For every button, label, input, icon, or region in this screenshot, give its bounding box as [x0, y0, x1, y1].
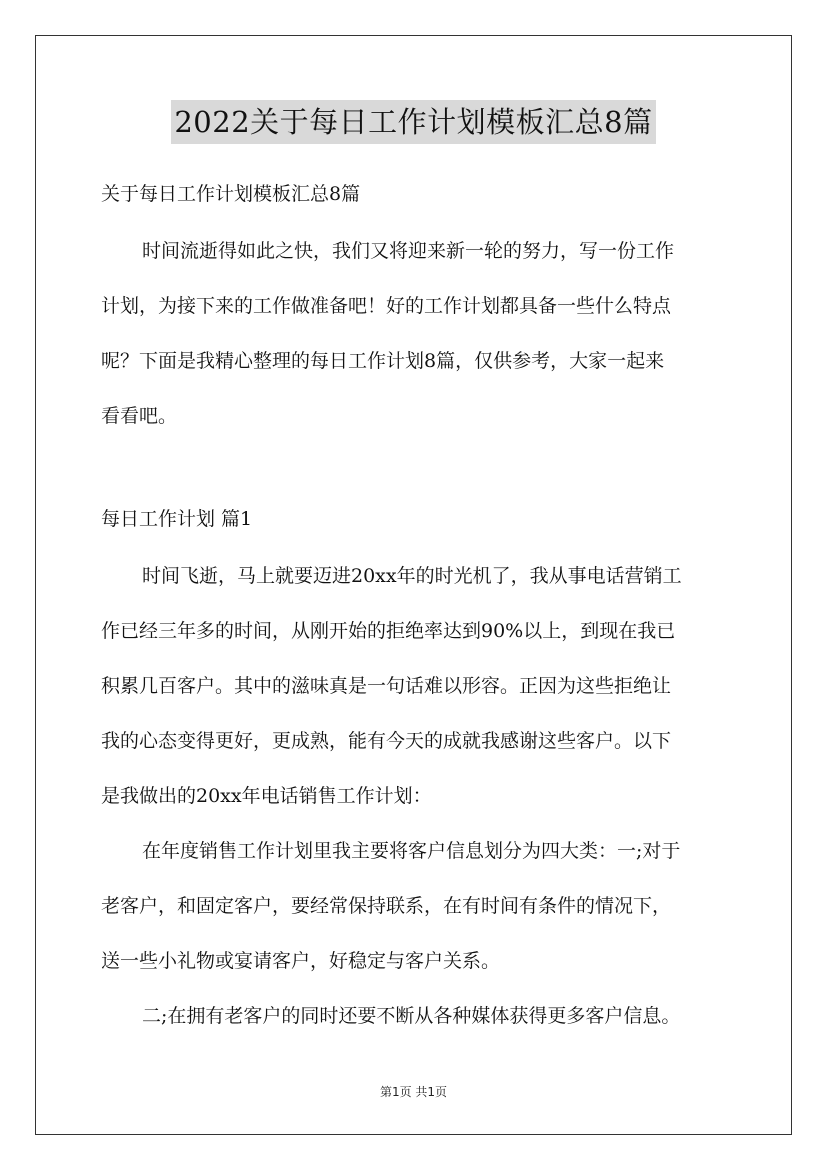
document-subtitle: 关于每日工作计划模板汇总8篇: [101, 183, 361, 205]
paragraph-line: 在年度销售工作计划里我主要将客户信息划分为四大类：一;对于: [142, 840, 681, 862]
intro-paragraph: [101, 224, 741, 444]
intro-line: 看看吧。: [101, 405, 178, 427]
paragraph-line: 我的心态变得更好，更成熟，能有今天的成就我感谢这些客户。以下: [101, 730, 672, 752]
section-paragraph-1: [101, 549, 741, 824]
title-container: [0, 100, 827, 144]
intro-line: 时间流逝得如此之快，我们又将迎来新一轮的努力，写一份工作: [142, 240, 675, 262]
paragraph-line: 送一些小礼物或宴请客户，好稳定与客户关系。: [101, 950, 501, 972]
section-paragraph-2: [101, 824, 741, 989]
section-paragraph-3: [101, 989, 741, 1044]
paragraph-line: 作已经三年多的时间，从刚开始的拒绝率达到90%以上，到现在我已: [101, 620, 676, 642]
paragraph-line: 时间飞逝，马上就要迈进20xx年的时光机了，我从事电话营销工: [142, 565, 682, 587]
section-heading: 每日工作计划 篇1: [101, 508, 253, 530]
paragraph-line: 积累几百客户。其中的滋味真是一句话难以形容。正因为这些拒绝让: [101, 675, 672, 697]
document-body: [101, 175, 741, 1044]
paragraph-line: 二;在拥有老客户的同时还要不断从各种媒体获得更多客户信息。: [142, 1005, 681, 1027]
paragraph-line: 老客户，和固定客户，要经常保持联系，在有时间有条件的情况下，: [101, 895, 672, 917]
document-title: 2022关于每日工作计划模板汇总8篇: [171, 100, 655, 144]
paragraph-line: 是我做出的20xx年电话销售工作计划：: [101, 785, 432, 807]
intro-line: 呢？下面是我精心整理的每日工作计划8篇，仅供参考，大家一起来: [101, 350, 665, 372]
spacer: [101, 444, 741, 500]
intro-line: 计划，为接下来的工作做准备吧！好的工作计划都具备一些什么特点: [101, 295, 672, 317]
page-footer: 第1页 共1页: [379, 1085, 448, 1099]
